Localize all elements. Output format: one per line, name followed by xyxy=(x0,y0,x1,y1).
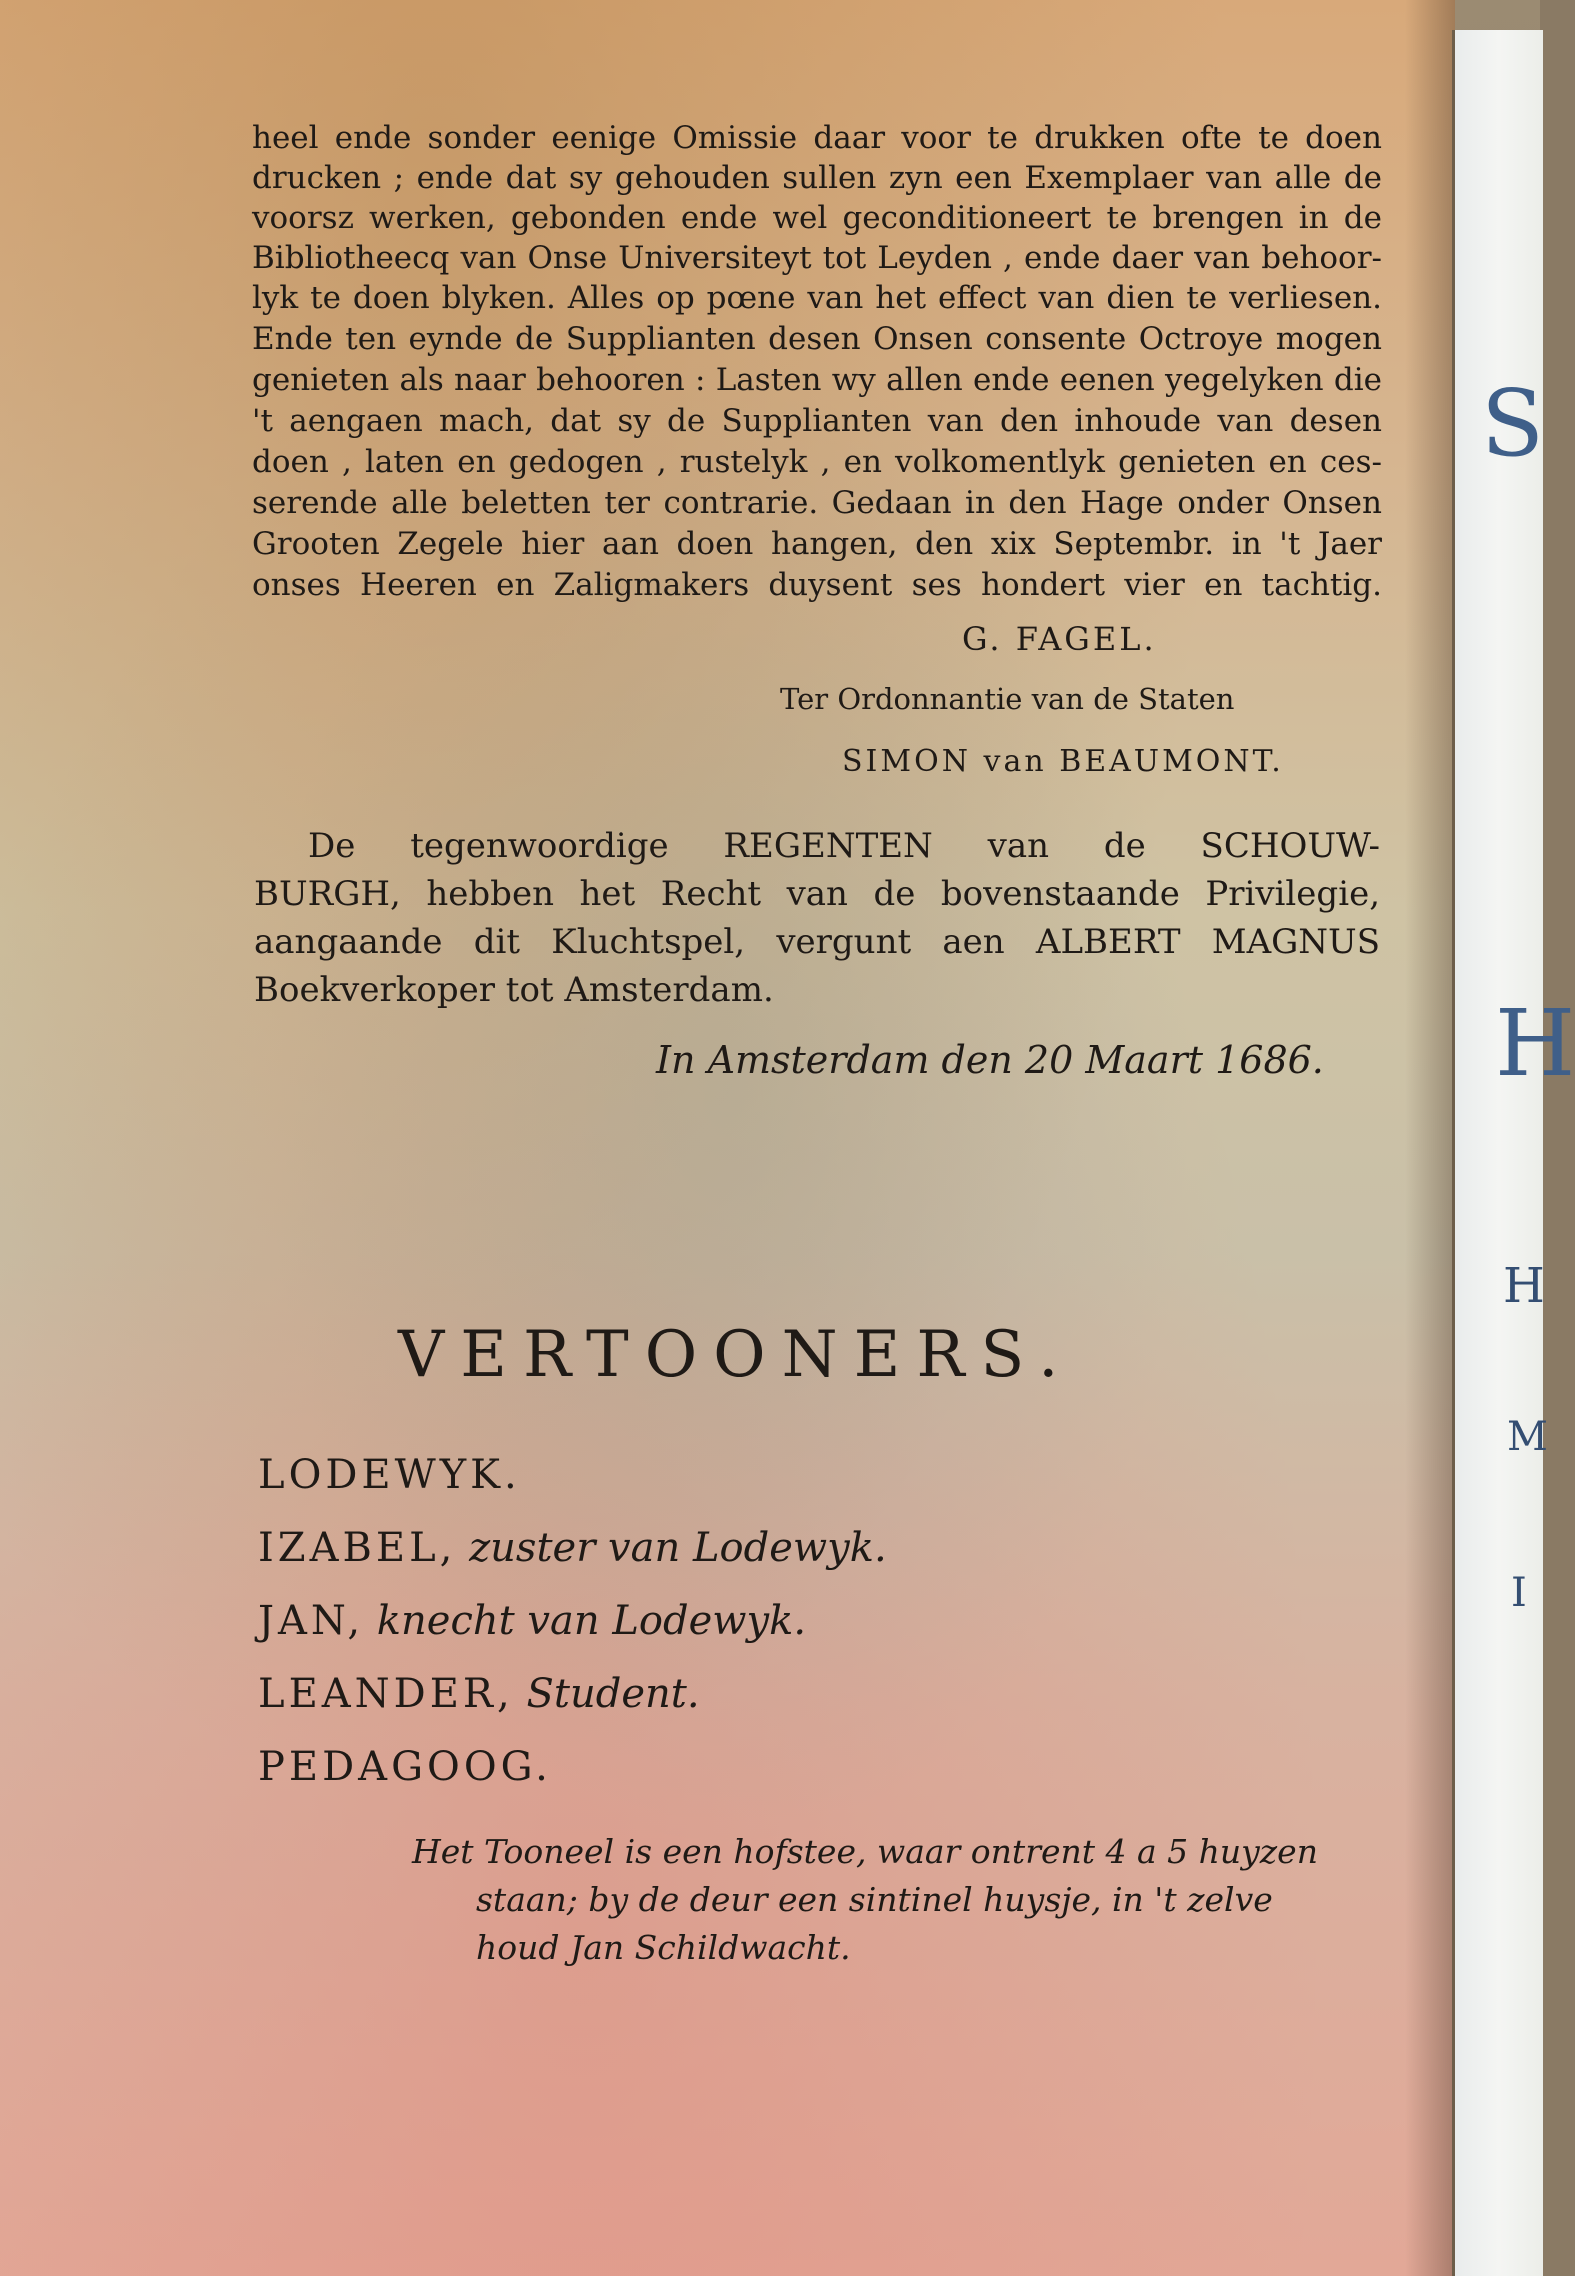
ordonnantie-line: Ter Ordonnantie van de Staten xyxy=(780,682,1235,716)
signature-fagel: G. FAGEL. xyxy=(962,620,1157,658)
cast-role: zuster van Lodewyk. xyxy=(469,1525,887,1571)
cast-entry xyxy=(258,1671,700,1717)
cast-name: PEDAGOOG. xyxy=(258,1744,552,1790)
privilege-line: Ende ten eynde de Supplianten desen Onsen consente Octroye mogen xyxy=(252,321,1382,357)
privilege-line: Bibliotheecq van Onse Universiteyt tot Leyden , ende daer van behoor- xyxy=(252,240,1382,276)
privilege-line: drucken ; ende dat sy gehouden sullen zyn een Exemplaer van alle de xyxy=(252,160,1382,196)
signature-beaumont: SIMON van BEAUMONT. xyxy=(842,744,1284,779)
privilege-line: genieten als naar behooren : Lasten wy allen ende eenen yegelyken die xyxy=(252,362,1382,398)
cast-entry xyxy=(258,1525,887,1571)
privilege-line: doen , laten en gedogen , rustelyk , en volkomentlyk genieten en ces- xyxy=(252,444,1382,480)
regenten-line: aangaande dit Kluchtspel, vergunt aen ALBERT MAGNUS xyxy=(254,922,1380,962)
privilege-line: onses Heeren en Zaligmakers duysent ses hondert vier en tachtig. xyxy=(252,567,1382,603)
privilege-line: lyk te doen blyken. Alles op pœne van het effect van dien te verliesen. xyxy=(252,280,1382,316)
cast-entry xyxy=(258,1744,552,1790)
facing-page-letter: S xyxy=(1481,370,1545,477)
cast-name: JAN, xyxy=(258,1598,365,1644)
date-line: In Amsterdam den 20 Maart 1686. xyxy=(656,1038,1324,1082)
facing-page-letter: I xyxy=(1511,1570,1527,1616)
facing-page-letter: H xyxy=(1495,990,1575,1097)
cast-heading: VERTOONERS. xyxy=(398,1318,1075,1392)
facing-page-letter: M xyxy=(1507,1414,1548,1460)
book-page-right xyxy=(1452,30,1575,2276)
privilege-line: serende alle beletten ter contrarie. Gedaan in den Hage onder Onsen xyxy=(252,485,1382,521)
privilege-line: heel ende sonder eenige Omissie daar voor te drukken ofte te doen xyxy=(252,120,1382,156)
privilege-line: 't aengaen mach, dat sy de Supplianten van den inhoude van desen xyxy=(252,403,1382,439)
cast-name: IZABEL, xyxy=(258,1525,457,1571)
page-gutter-shadow xyxy=(1405,0,1455,2276)
scene-line: staan; by de deur een sintinel huysje, in 't zelve xyxy=(476,1880,1273,1919)
regenten-line: De tegenwoordige REGENTEN van de SCHOUW- xyxy=(308,826,1380,866)
regenten-line: BURGH, hebben het Recht van de bovenstaande Privilegie, xyxy=(254,874,1380,914)
privilege-line: voorsz werken, gebonden ende wel geconditioneert te brengen in de xyxy=(252,200,1382,236)
facing-page-letter: H xyxy=(1503,1258,1545,1314)
cast-entry xyxy=(258,1452,521,1498)
cast-role: knecht van Lodewyk. xyxy=(376,1598,807,1644)
scene-line: houd Jan Schildwacht. xyxy=(476,1928,851,1967)
cast-entry xyxy=(258,1598,806,1644)
cast-role: Student. xyxy=(526,1671,700,1717)
cast-name: LEANDER, xyxy=(258,1671,514,1717)
regenten-line: Boekverkoper tot Amsterdam. xyxy=(254,970,774,1010)
cast-name: LODEWYK. xyxy=(258,1452,521,1498)
scene-line: Het Tooneel is een hofstee, waar ontrent 4 a 5 huyzen xyxy=(412,1832,1318,1871)
privilege-line: Grooten Zegele hier aan doen hangen, den xix Septembr. in 't Jaer xyxy=(252,526,1382,562)
